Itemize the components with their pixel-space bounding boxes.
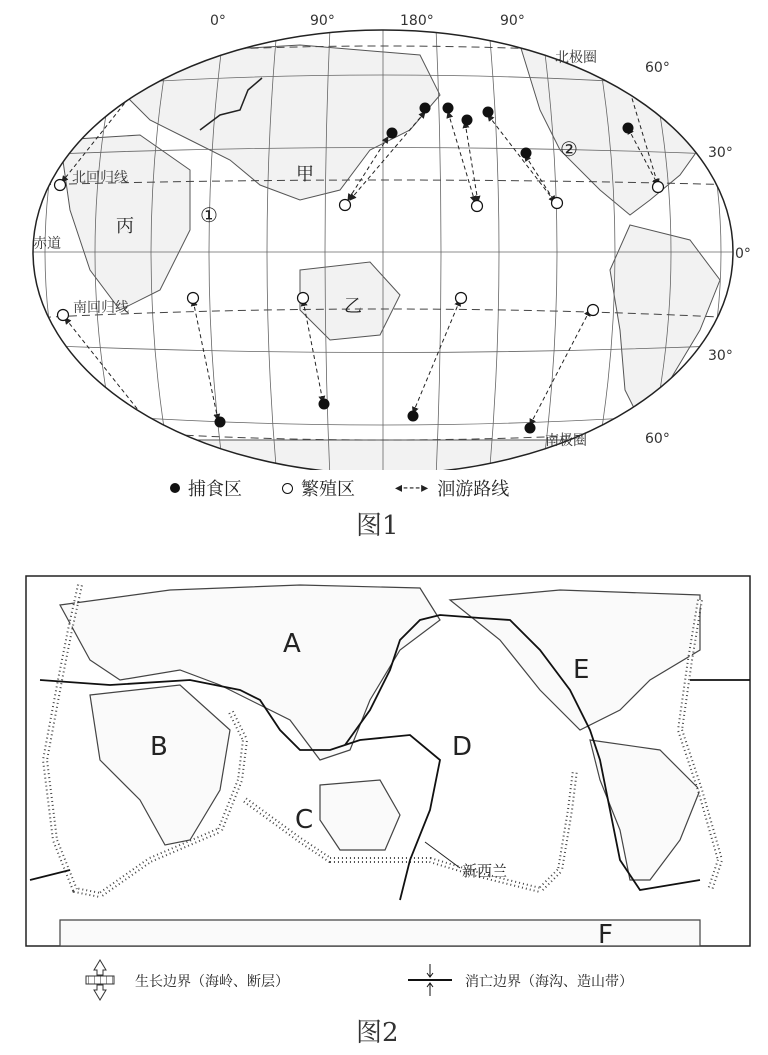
breeding-legend-label: 繁殖区 bbox=[301, 479, 355, 500]
tropic-of-capricorn-label: 南回归线 bbox=[73, 300, 129, 316]
figure1-legend bbox=[170, 474, 610, 502]
new-zealand-label: 新西兰 bbox=[462, 862, 508, 880]
plate-label-f: F bbox=[598, 920, 613, 950]
destructive-boundary-label: 消亡边界（海沟、造山带） bbox=[465, 974, 633, 990]
route-legend-icon: ◂‑‑‑▸ bbox=[395, 480, 430, 496]
feeding-area-dot bbox=[462, 115, 473, 126]
whale-migration-map bbox=[0, 0, 768, 470]
breeding-area-dot bbox=[552, 198, 563, 209]
breeding-area-dot bbox=[298, 293, 309, 304]
feeding-area-dot bbox=[161, 437, 172, 448]
lon-label-180: 180° bbox=[400, 13, 434, 29]
breeding-area-dot bbox=[588, 305, 599, 316]
lat-label-30s: 30° bbox=[708, 348, 733, 364]
breeding-area-dot bbox=[340, 200, 351, 211]
feeding-area-dot bbox=[319, 399, 330, 410]
lat-label-60n: 60° bbox=[645, 60, 670, 76]
plate-label-b: B bbox=[150, 732, 168, 762]
lat-label-0: 0° bbox=[735, 246, 751, 262]
tropic-of-cancer-label: 北回归线 bbox=[72, 170, 128, 186]
breeding-area-dot bbox=[55, 180, 66, 191]
destructive-boundary-icon bbox=[408, 964, 452, 996]
feeding-area-dot bbox=[483, 107, 494, 118]
feeding-legend-icon bbox=[170, 483, 180, 493]
lon-label-90e: 90° bbox=[310, 13, 335, 29]
plate-label-a: A bbox=[283, 629, 301, 659]
constructive-boundary-icon bbox=[86, 960, 114, 1000]
lon-label-90w: 90° bbox=[500, 13, 525, 29]
breeding-area-dot bbox=[456, 293, 467, 304]
breeding-area-dot bbox=[472, 201, 483, 212]
lat-label-60s: 60° bbox=[645, 431, 670, 447]
route-legend-label: 洄游路线 bbox=[437, 479, 510, 500]
feeding-area-dot bbox=[443, 103, 454, 114]
label-yi: 乙 bbox=[344, 296, 362, 317]
breeding-area-dot bbox=[58, 310, 69, 321]
arctic-circle-label: 北极圈 bbox=[555, 50, 597, 66]
constructive-boundary-label: 生长边界（海岭、断层） bbox=[135, 974, 289, 990]
plate-boundaries-map bbox=[0, 560, 768, 1055]
breeding-legend-icon bbox=[282, 483, 293, 494]
label-circle-1: ① bbox=[200, 203, 218, 227]
antarctica bbox=[60, 440, 700, 470]
feeding-area-dot bbox=[623, 78, 634, 89]
feeding-area-dot bbox=[408, 411, 419, 422]
feeding-area-dot bbox=[525, 423, 536, 434]
breeding-area-dot bbox=[188, 293, 199, 304]
label-circle-2: ② bbox=[560, 137, 578, 161]
plate-label-e: E bbox=[573, 655, 590, 685]
feeding-legend-label: 捕食区 bbox=[188, 479, 242, 500]
antarctic-circle-label: 南极圈 bbox=[545, 433, 587, 449]
figure1-caption: 图1 bbox=[356, 511, 399, 541]
feeding-area-dot bbox=[215, 417, 226, 428]
feeding-area-dot bbox=[420, 103, 431, 114]
equator-label: 赤道 bbox=[33, 236, 61, 252]
lat-label-30n: 30° bbox=[708, 145, 733, 161]
lon-label-0: 0° bbox=[210, 13, 226, 29]
plate-label-d: D bbox=[452, 732, 473, 762]
breeding-area-dot bbox=[653, 182, 664, 193]
feeding-area-dot bbox=[521, 148, 532, 159]
figure2-caption: 图2 bbox=[356, 1018, 399, 1048]
plate-label-c: C bbox=[295, 805, 314, 835]
figure2-legend bbox=[86, 960, 633, 1000]
feeding-area-dot bbox=[387, 128, 398, 139]
feeding-area-dot bbox=[155, 63, 166, 74]
label-bing: 丙 bbox=[116, 216, 134, 237]
label-jia: 甲 bbox=[296, 164, 314, 185]
feeding-area-dot bbox=[623, 123, 634, 134]
